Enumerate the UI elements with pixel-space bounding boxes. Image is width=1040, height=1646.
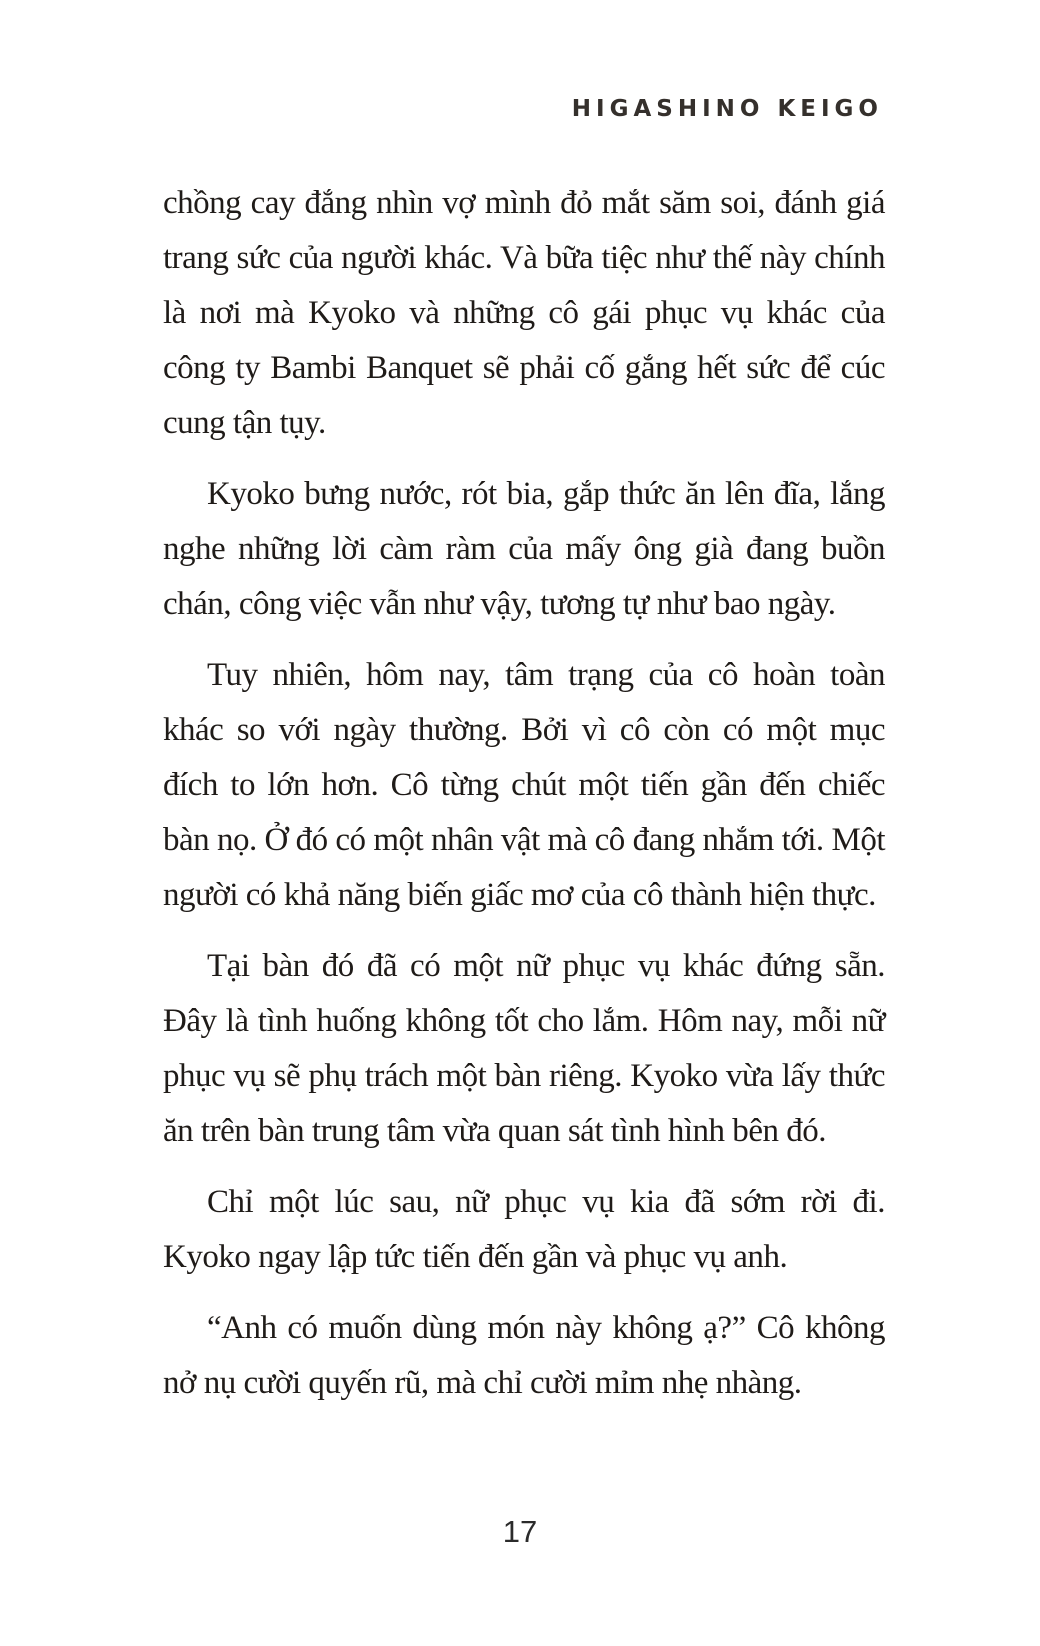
paragraph: chồng cay đắng nhìn vợ mình đỏ mắt săm soi, đánh giá trang sức của người khác. Và bữa tiệc như thế này chính là nơi mà Kyoko và những cô gái phục vụ khác của công ty Bambi Banquet sẽ phải cố gắng hết sức để cúc cung tận tụy.: [163, 185, 885, 441]
paragraph: “Anh có muốn dùng món này không ạ?” Cô không nở nụ cười quyến rũ, mà chỉ cười mỉm nhẹ nhàng.: [163, 1310, 885, 1401]
running-header: HIGASHINO KEIGO: [571, 96, 883, 122]
paragraph: Tuy nhiên, hôm nay, tâm trạng của cô hoàn toàn khác so với ngày thường. Bởi vì cô còn có một mục đích to lớn hơn. Cô từng chút một tiến gần đến chiếc bàn nọ. Ở đó có một nhân vật mà cô đang nhắm tới. Một người có khả năng biến giấc mơ của cô thành hiện thực.: [163, 657, 885, 913]
page-number: 17: [502, 1514, 538, 1549]
paragraph: Tại bàn đó đã có một nữ phục vụ khác đứng sẵn. Đây là tình huống không tốt cho lắm. Hôm nay, mỗi nữ phục vụ sẽ phụ trách một bàn riêng. Kyoko vừa lấy thức ăn trên bàn trung tâm vừa quan sát tình hình bên đó.: [163, 948, 885, 1149]
paragraph: Kyoko bưng nước, rót bia, gắp thức ăn lên đĩa, lắng nghe những lời càm ràm của mấy ông già đang buồn chán, công việc vẫn như vậy, tương tự như bao ngày.: [163, 476, 885, 622]
body-text: [163, 176, 885, 1427]
paragraph: Chỉ một lúc sau, nữ phục vụ kia đã sớm rời đi. Kyoko ngay lập tức tiến đến gần và phục vụ anh.: [163, 1184, 885, 1275]
